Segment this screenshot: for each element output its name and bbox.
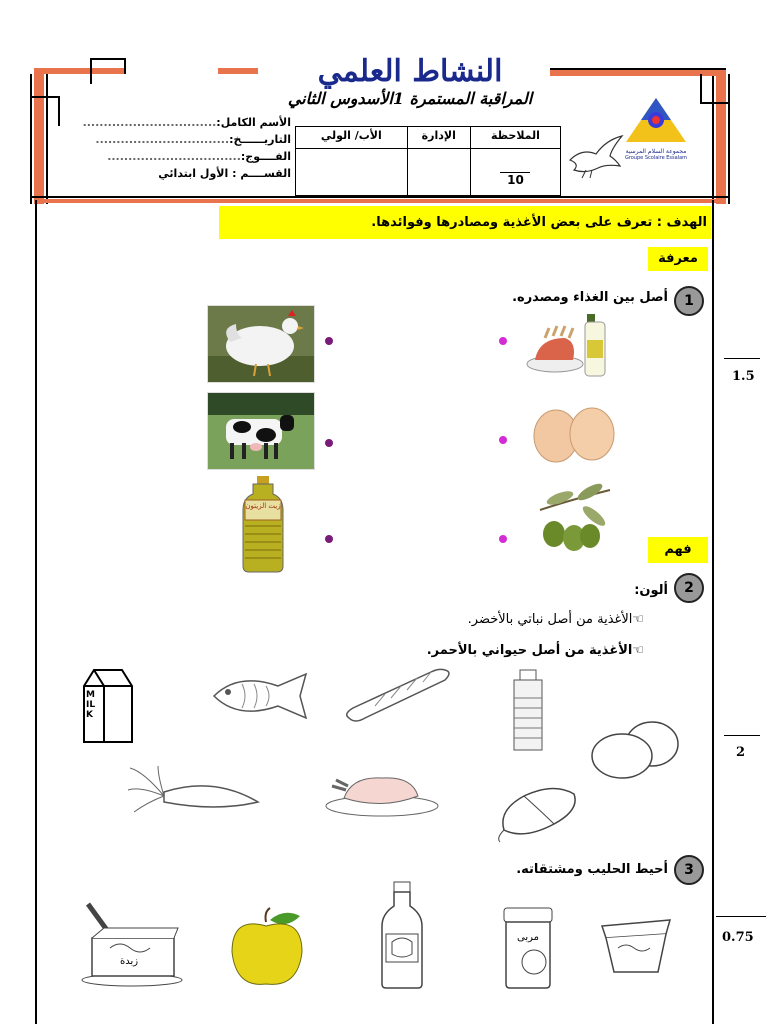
page-title: النشاط العلمي: [317, 54, 503, 89]
milk-label: MILK: [86, 690, 96, 720]
chicken-image: [207, 305, 315, 383]
carrot-image[interactable]: [124, 762, 264, 818]
butter-label: زبدة: [120, 956, 139, 967]
question-1-text: أصل بين الغذاء ومصدره.: [512, 290, 668, 305]
section-knowledge: معرفة: [648, 247, 708, 271]
meat-and-milk-image: [523, 310, 615, 380]
jam-label: مربى: [517, 932, 539, 943]
pointing-hand-icon: ☜: [632, 612, 644, 627]
question-number-3: 3: [674, 855, 704, 885]
score-cell[interactable]: [470, 149, 560, 196]
pepper-image[interactable]: [494, 780, 582, 844]
triangle-logo-icon: [624, 96, 688, 144]
yogurt-cup-image[interactable]: [600, 914, 672, 976]
eggs-outline-image[interactable]: [586, 716, 684, 782]
admin-signature-cell[interactable]: [407, 149, 470, 196]
section-understanding: فهم: [648, 537, 708, 563]
question-number-1: 1: [674, 286, 704, 316]
score-q1: 1.5: [732, 369, 755, 384]
oil-label: زيت الزيتون: [245, 502, 281, 510]
oil-bottle-image[interactable]: [500, 668, 556, 752]
match-dot-left-1[interactable]: [325, 337, 333, 345]
col-parent: الأب/ الولي: [296, 127, 408, 149]
group-field[interactable]: الفــــوج:................................: [107, 150, 291, 163]
question-2-text: ألون:: [634, 583, 668, 598]
page-subtitle: المراقبة المستمرة 1الأسدوس الثاني: [287, 89, 533, 108]
grading-table: [295, 126, 561, 196]
class-field: القســــم : الأول ابتدائي: [158, 167, 291, 180]
apple-image[interactable]: [228, 906, 306, 990]
pointing-hand-icon: ☜: [632, 643, 644, 658]
butter-image[interactable]: [80, 898, 184, 988]
parent-signature-cell[interactable]: [296, 149, 408, 196]
roast-chicken-image[interactable]: [322, 766, 440, 818]
cow-image: [207, 392, 315, 470]
match-dot-right-1[interactable]: [499, 337, 507, 345]
body-border-left: [35, 200, 37, 1024]
school-logo: مجموعة السلام المرسية Groupe Scolaire Essalam: [624, 96, 688, 176]
question-number-2: 2: [674, 573, 704, 603]
fish-image[interactable]: [208, 668, 312, 724]
total-score: 10: [500, 172, 530, 187]
milk-carton-image[interactable]: [80, 668, 136, 744]
baguette-image[interactable]: [345, 668, 453, 724]
body-border-right: [712, 200, 714, 1024]
dove-icon: [566, 130, 626, 180]
col-admin: الإدارة: [407, 127, 470, 149]
match-dot-left-3[interactable]: [325, 535, 333, 543]
date-field[interactable]: التاريــــــخ:................................: [95, 133, 291, 146]
match-dot-right-2[interactable]: [499, 436, 507, 444]
olive-oil-bottle-image: [231, 474, 295, 574]
olives-image: [530, 480, 618, 556]
question-3-text: أحيط الحليب ومشتقاته.: [516, 862, 668, 877]
col-note: الملاحظة: [470, 127, 560, 149]
score-q3: 0.75: [722, 930, 754, 945]
q2-instruction-green: ☜الأغذية من أصل نباتي بالأخضر.: [467, 612, 644, 627]
match-dot-left-2[interactable]: [325, 439, 333, 447]
goal-banner: الهدف : تعرف على بعض الأغذية ومصادرها وفوائدها.: [219, 206, 711, 239]
q2-instruction-red: ☜الأغذية من أصل حيواني بالأحمر.: [426, 643, 644, 658]
jam-jar-image[interactable]: [498, 906, 558, 990]
full-name-field[interactable]: الأسم الكامل:................................: [82, 116, 291, 129]
match-dot-right-3[interactable]: [499, 535, 507, 543]
score-q2: 2: [736, 745, 746, 760]
eggs-image: [530, 400, 618, 466]
milk-bottle-image[interactable]: [378, 880, 426, 990]
